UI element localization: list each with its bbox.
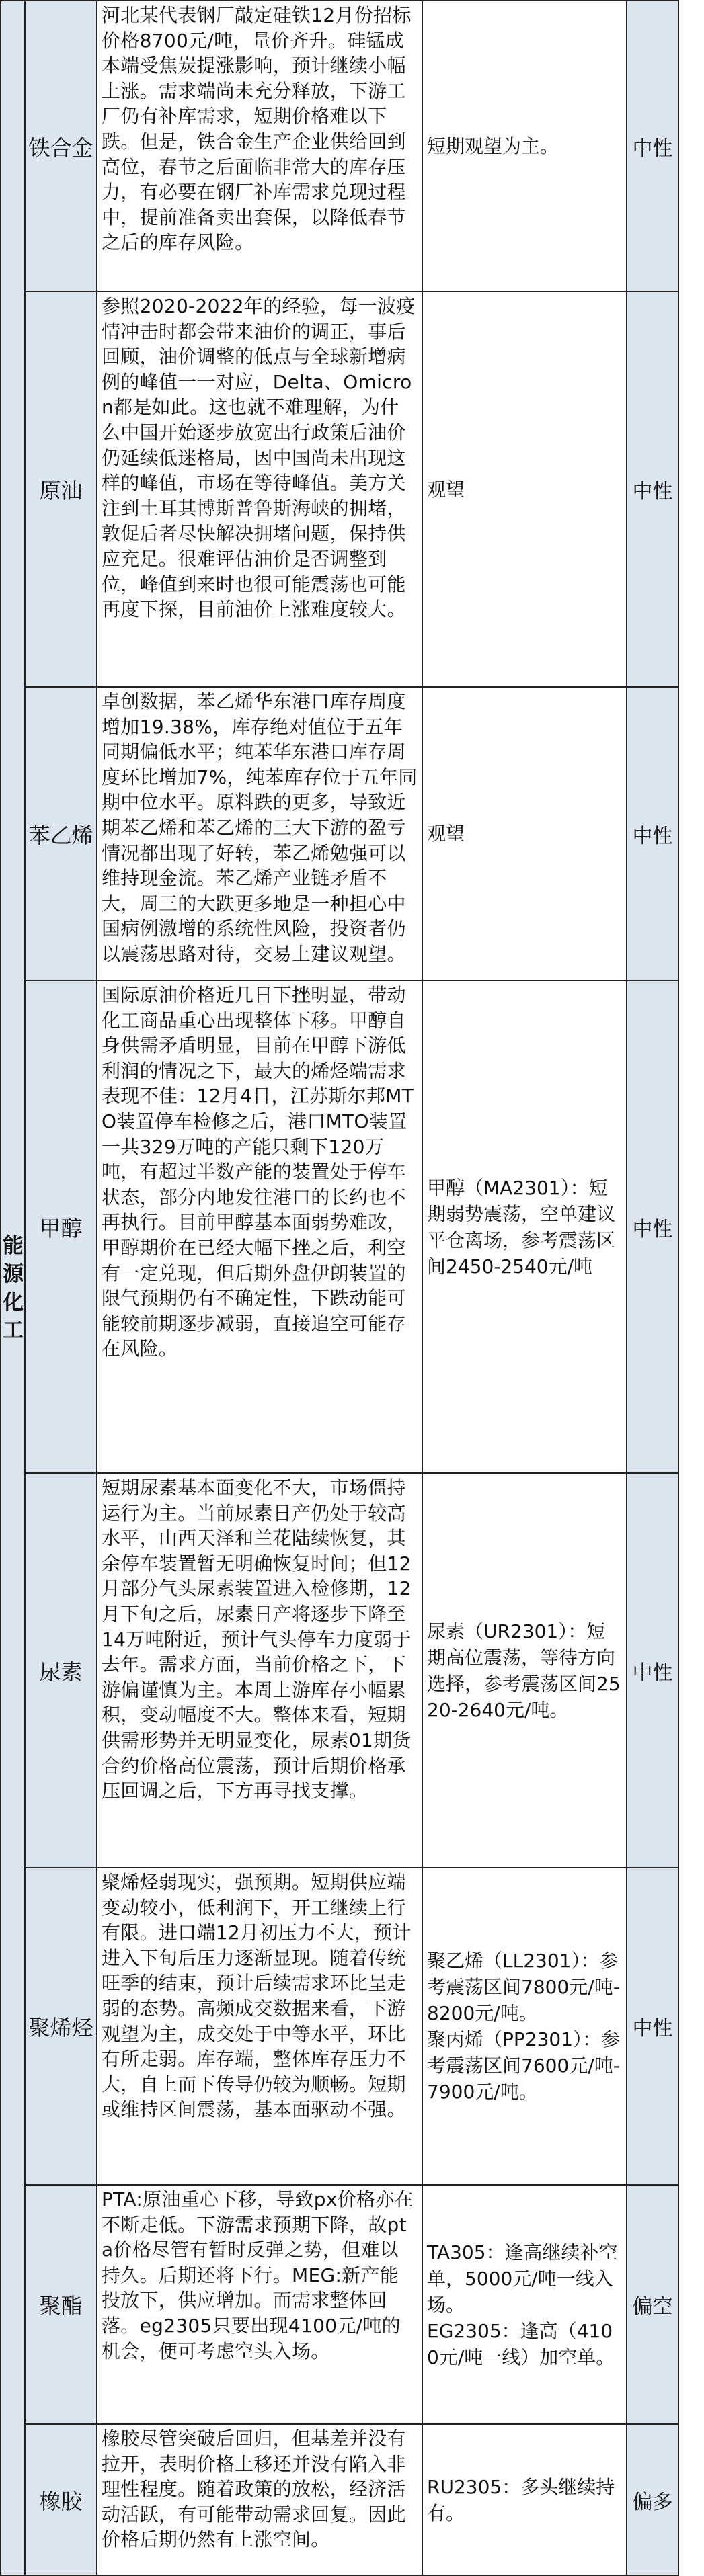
table-row (1, 1868, 678, 2185)
product-cell: 铁合金 (25, 1, 97, 292)
view-cell: 中性 (627, 292, 678, 687)
table-row (1, 292, 678, 687)
analysis-cell: PTA:原油重心下移，导致px价格亦在不断走低。下游需求预期下降，故pta价格尽管有暂时反弹之势，但难以持久。后期还将下行。MEG:新产能投放下，供应增加。而需求整体回落。eg2305只要出现4100元/吨的机会，便可考虑空头入场。 (97, 2185, 422, 2424)
view-cell: 中性 (627, 1, 678, 292)
product-cell: 原油 (25, 292, 97, 687)
advice-line: 观望 (427, 823, 465, 845)
category-cell (1, 1, 25, 2575)
advice-cell (422, 1, 627, 292)
advice-cell (422, 1868, 627, 2185)
advice-cell (422, 1473, 627, 1868)
advice-line: RU2305：多头继续持有。 (427, 2475, 615, 2524)
product-cell: 聚酯 (25, 2185, 97, 2424)
product-cell: 尿素 (25, 1473, 97, 1868)
advice-line: 观望 (427, 478, 465, 501)
product-cell: 苯乙烯 (25, 687, 97, 981)
table-row (1, 1473, 678, 1868)
view-cell: 中性 (627, 687, 678, 981)
analysis-cell: 橡胶尽管突破后回归，但基差并没有拉开，表明价格上移还并没有陷入非理性程度。随着政策的放松，经济活动活跃，有可能带动需求回复。因此价格后期仍然有上涨空间。 (97, 2424, 422, 2575)
advice-cell (422, 687, 627, 981)
advice-line: 尿素（UR2301）：短期高位震荡，等待方向选择，参考震荡区间2520-2640元/吨。 (427, 1620, 621, 1721)
product-cell: 聚烯烃 (25, 1868, 97, 2185)
view-cell: 中性 (627, 1868, 678, 2185)
category-label: 能源化工 (3, 1233, 24, 1343)
view-cell: 偏多 (627, 2424, 678, 2575)
analysis-cell: 聚烯烃弱现实，强预期。短期供应端变动较小，低利润下，开工继续上行有限。进口端12月初压力不大，预计进入下旬后压力逐渐显现。随着传统旺季的结束，预计后续需求环比呈走弱的态势。高频成交数据来看，下游观望为主，成交处于中等水平，环比有所走弱。库存端，整体库存压力不大，自上而下传导仍较为顺畅。短期或维持区间震荡，基本面驱动不强。 (97, 1868, 422, 2185)
table-row (1, 687, 678, 981)
view-cell: 中性 (627, 1473, 678, 1868)
advice-line: 甲醇（MA2301）：短期弱势震荡，空单建议平仓离场，参考震荡区间2450-2540元/吨 (427, 1176, 616, 1278)
advice-line: 短期观望为主。 (427, 135, 559, 157)
product-cell: 橡胶 (25, 2424, 97, 2575)
view-cell: 中性 (627, 981, 678, 1473)
advice-cell (422, 981, 627, 1473)
analysis-cell: 国际原油价格近几日下挫明显，带动化工商品重心出现整体下移。甲醇自身供需矛盾明显，目前在甲醇下游低利润的情况之下，最大的烯烃端需求表现不佳：12月4日，江苏斯尔邦MTO装置停车检修之后，港口MTO装置一共329万吨的产能只剩下120万吨，有超过半数产能的装置处于停车状态，部分内地发往港口的长约也不再执行。目前甲醇基本面弱势难改，甲醇期价在已经大幅下挫之后，利空有一定兑现，但后期外盘伊朗装置的限气预期仍有不确定性，下跌动能可能较前期逐步减弱，直接追空可能存在风险。 (97, 981, 422, 1473)
analysis-cell: 参照2020-2022年的经验，每一波疫情冲击时都会带来油价的调正，事后回顾，油价调整的低点与全球新增病例的峰值一一对应，Delta、Omicron都是如此。这也就不难理解，为什么中国开始逐步放宽出行政策后油价仍延续低迷格局，因中国尚未出现这样的峰值，市场在等待峰值。美方关注到土耳其博斯普鲁斯海峡的拥堵，敦促后者尽快解决拥堵问题，保持供应充足。很难评估油价是否调整到位，峰值到来时也很可能震荡也可能再度下探，目前油价上涨难度较大。 (97, 292, 422, 687)
table-row (1, 981, 678, 1473)
advice-cell (422, 292, 627, 687)
analysis-cell: 短期尿素基本面变化不大，市场僵持运行为主。当前尿素日产仍处于较高水平，山西天泽和兰花陆续恢复，其余停车装置暂无明确恢复时间；但12月部分气头尿素装置进入检修期，12月下旬之后，尿素日产将逐步下降至14万吨附近，预计气头停车力度弱于去年。需求方面，当前价格之下，下游偏谨慎为主。本周上游库存小幅累积，变动幅度不大。整体来看，短期供需形势并无明显变化，尿素01期货合约价格高位震荡，预计后期价格承压回调之后，下方再寻找支撑。 (97, 1473, 422, 1868)
advice-line: 聚乙烯（LL2301）：参考震荡区间7800元/吨-8200元/吨。 (427, 1950, 620, 2024)
table-row (1, 1, 678, 292)
view-cell: 偏空 (627, 2185, 678, 2424)
analysis-cell: 卓创数据，苯乙烯华东港口库存周度增加19.38%，库存绝对值位于五年同期偏低水平；纯苯华东港口库存周度环比增加7%，纯苯库存位于五年同期中位水平。原料跌的更多，导致近期苯乙烯和苯乙烯的三大下游的盈亏情况都出现了好转，苯乙烯勉强可以维持现金流。苯乙烯产业链矛盾不大，周三的大跌更多地是一种担心中国病例激增的系统性风险，投资者仍以震荡思路对待，交易上建议观望。 (97, 687, 422, 981)
advice-line: 聚丙烯（PP2301）：参考震荡区间7600元/吨-7900元/吨。 (427, 2028, 621, 2103)
analysis-cell: 河北某代表钢厂敲定硅铁12月份招标价格8700元/吨，量价齐升。硅锰成本端受焦炭提涨影响，预计继续小幅上涨。需求端尚未充分释放，下游工厂仍有补库需求，短期价格难以下跌。但是，铁合金生产企业供给回到高位，春节之后面临非常大的库存压力，有必要在钢厂补库需求兑现过程中，提前准备卖出套保，以降低春节之后的库存风险。 (97, 1, 422, 292)
table-row (1, 2185, 678, 2424)
table-row (1, 2424, 678, 2575)
advice-cell (422, 2185, 627, 2424)
advice-line: TA305：逢高继续补空单，5000元/吨一线入场。 (427, 2241, 618, 2316)
advice-cell (422, 2424, 627, 2575)
advice-line: EG2305：逢高（4100元/吨一线）加空单。 (427, 2319, 615, 2368)
product-cell: 甲醇 (25, 981, 97, 1473)
